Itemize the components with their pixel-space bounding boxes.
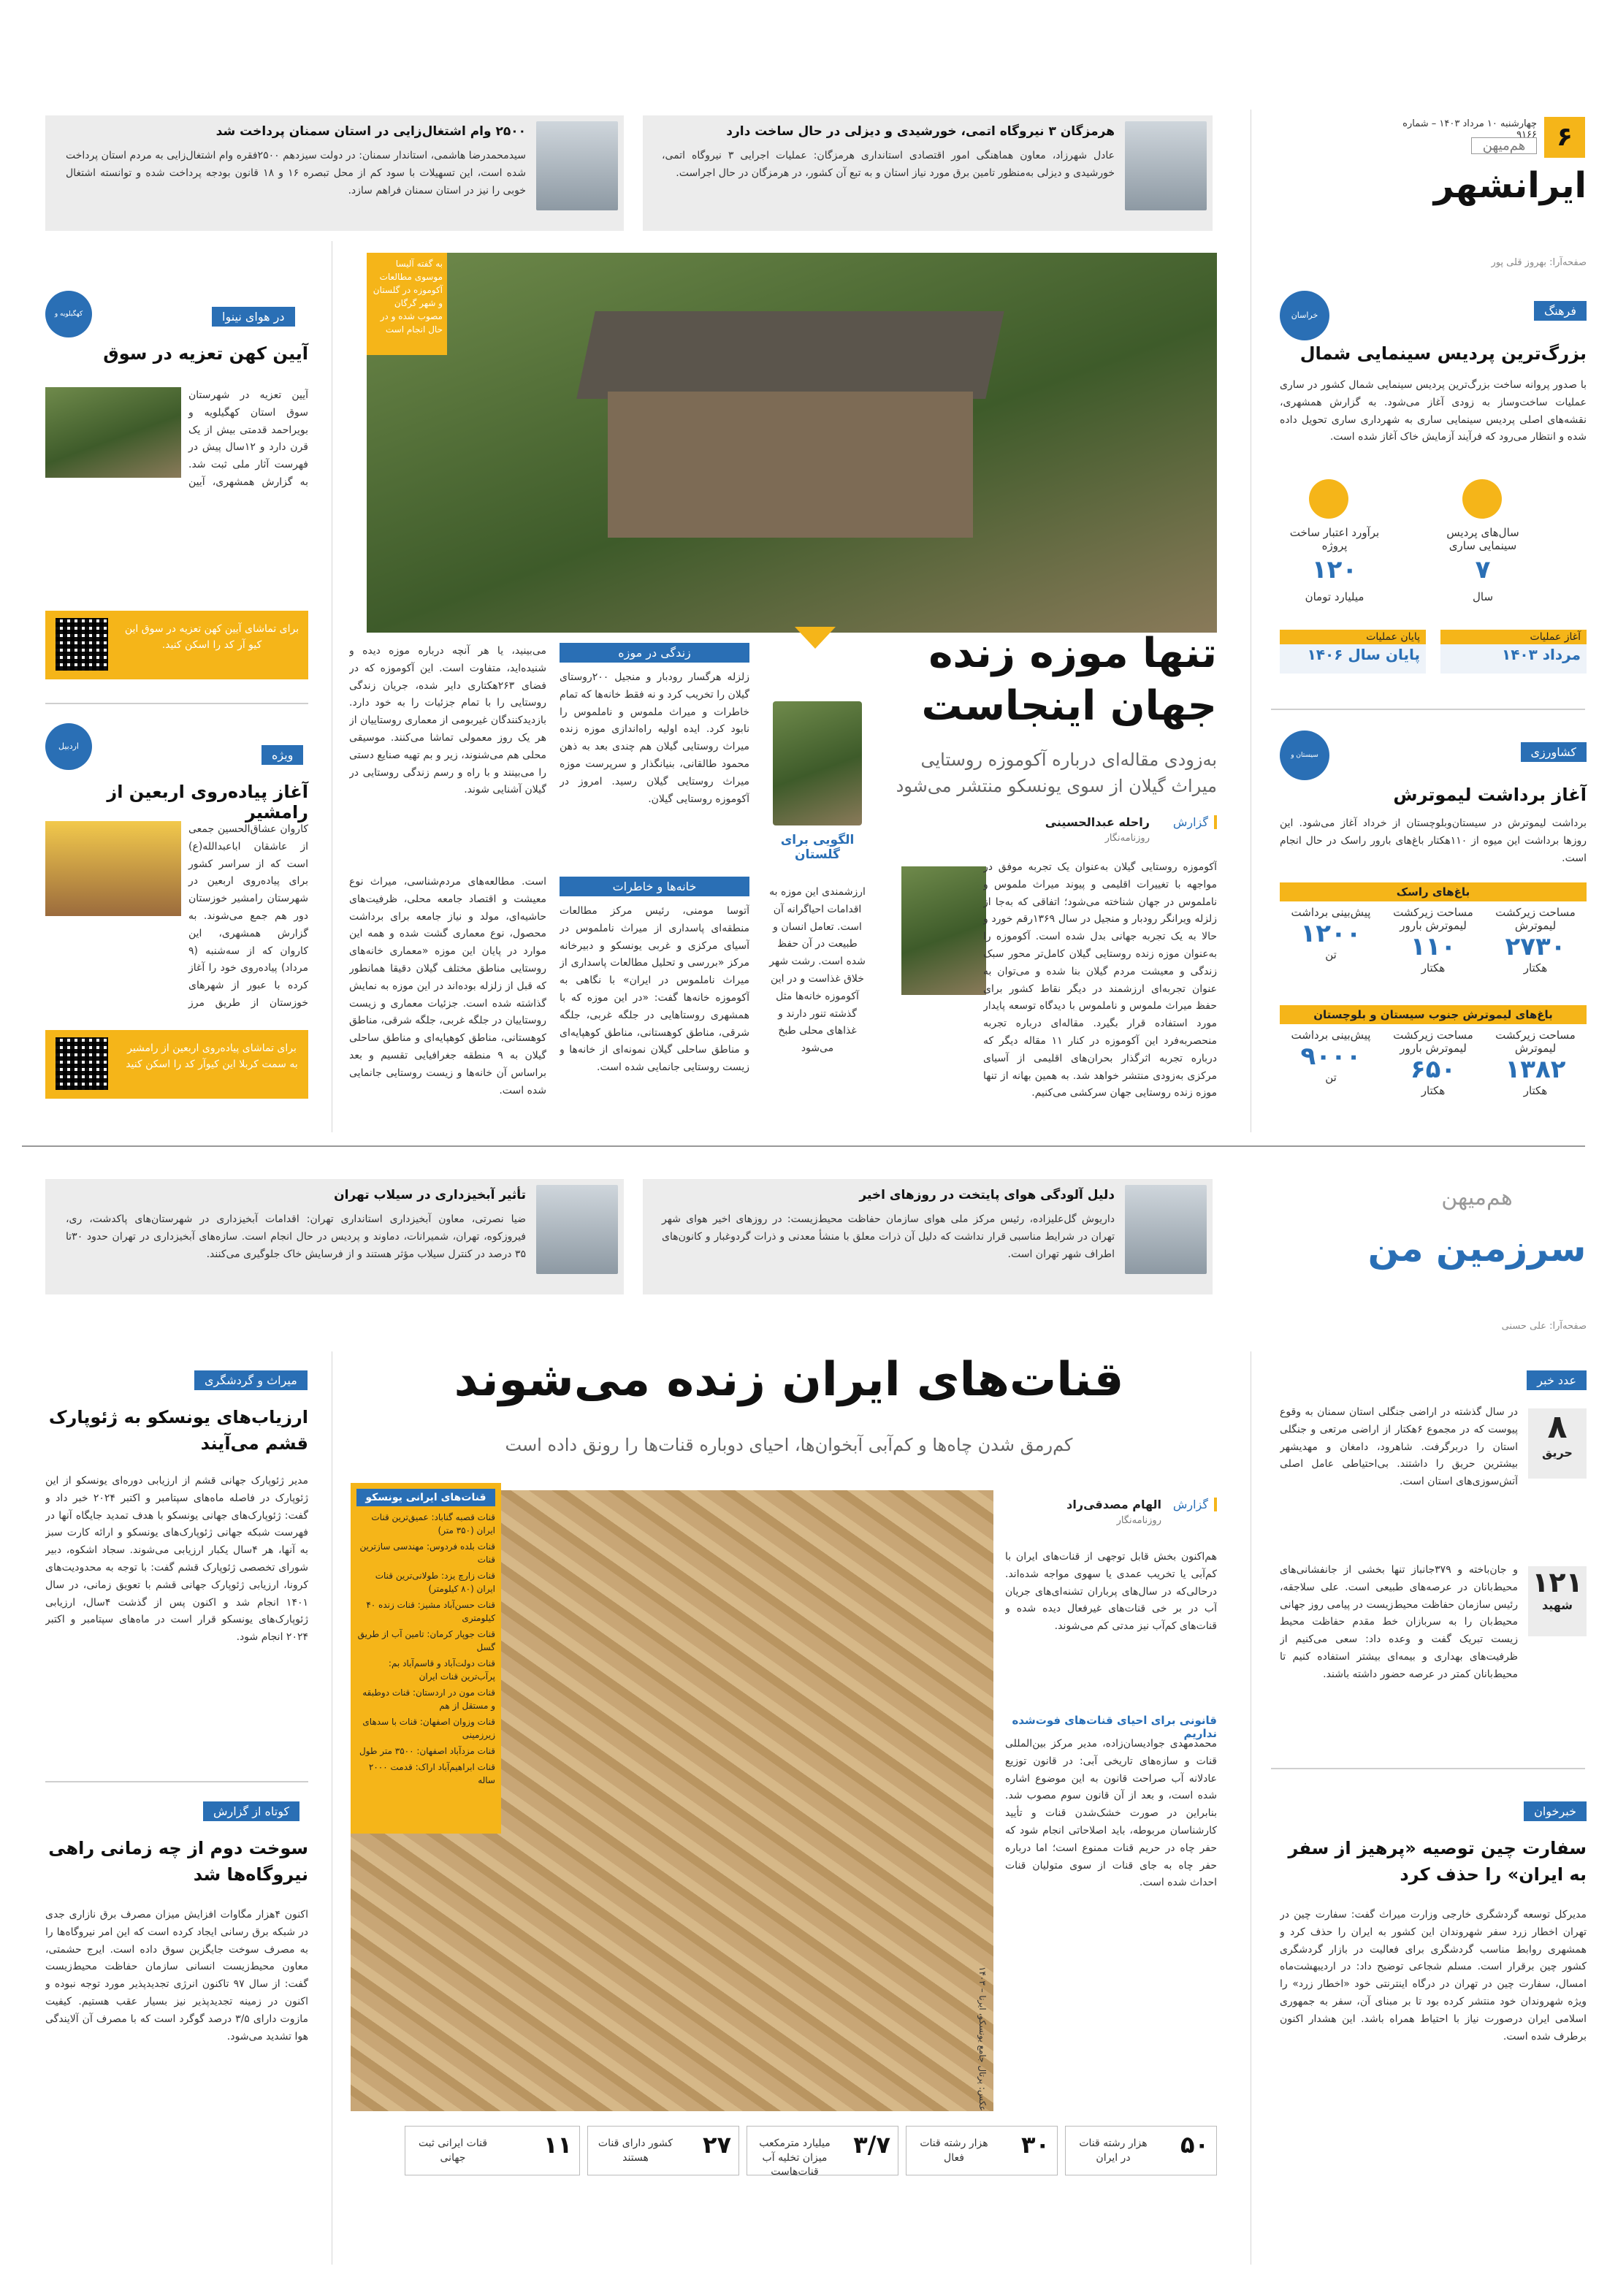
stat-card [405,2126,580,2175]
golestan-box-text: ارزشمندی این موزه به اقدامات احیاگرانه آن است. تعامل انسان و طبیعت در آن حفظ شده است. رشت شهر خلاق غذاست و در این آکوموزه خانه‌ها مثل گذشته تنور دارند و غذاهای محلی طبخ می‌شود [769,886,866,1055]
unesco-item: قنات قصبه گناباد: عمیق‌ترین قنات ایران (۳۵۰ متر) [371,1512,495,1536]
news-portrait [1125,121,1207,210]
stat-label: هزار رشته قنات فعال [920,2137,988,2164]
stat-label: کشور دارای قنات هستند [598,2137,673,2164]
agri-cell: پیش‌بینی برداشت ۱۲۰۰ تن [1291,906,1371,961]
start-box [1440,630,1587,674]
unesco-item: قنات ابراهیم‌آباد اراک: قدمت ۲۰۰۰ ساله [368,1762,495,1785]
section-tag-number: عدد خبر [1527,1370,1587,1390]
main-photo-wooden-house [367,253,1217,633]
news-box-air [643,1179,1213,1294]
stat-label: قنات ایرانی ثبت جهانی [418,2137,488,2164]
qr-code-icon[interactable] [56,1037,108,1090]
qanat-body-2: محمدمهدی جوادیسان‌زاده، مدیر مرکز بین‌المللی قنات و سازه‌های تاریخی آبی: در قانون توزیع عادلانه آب صراحت قانون به این موضوع اشاره شده است، و بعد از آن قانون سوم مصوب شد. بنابراین در صورت خشک‌شدن قنات و تأیید کارشناسان مربوطه، باید اصلاحاتی انجام شود که حفر چاه در حریم قنات ممنوع است؛ اما درباره حفر چاه به جای قنات از سوی متولیان قنات احداث شده است. [1005,1738,1217,1889]
arbaeen-text: کاروان عشاق‌الحسین جمعی از عاشقان اباعبدالله(ع) است که از سراسر کشور برای پیاده‌روی اربعین در شهرستان رامشیر خوزستان دور هم جمع می‌شوند. به گزارش همشهری، این کاروان که از سه‌شنبه (۹ مرداد) پیاده‌روی خود را آغاز کرده با عبور از شهرهای خوزستان از طریق مرز [188,823,308,1009]
stat-card [747,2126,898,2178]
agri-table-2-title: باغ‌های لیموترش جنوب سیستان و بلوچستان [1280,1005,1587,1024]
stat-card [1065,2126,1217,2175]
stat-value: ۱۲۰ [1311,555,1358,584]
qeshm-title: ارزیاب‌های یونسکو به ژئوپارک قشم می‌آیند [48,1407,308,1454]
taziyeh-qr-box [45,611,308,679]
main-body-2: زلزله هرگسار رودبار و منجیل ۲۰۰روستای گیلان را تخریب کرد و نه فقط خانه‌ها که تمام خاطرات و میراث ملموس و ناملموس را نابود کرد. ایده اولیه راه‌اندازی موزه زنده میراث روستایی گیلان هم چندی بعد به ذهن محمود طالقانی، بنیانگذار و سرپرست موزه میراث روستایی گیلان رسید. امروز در آکوموزه روستایی گیلان. [560,671,749,805]
date-line: چهارشنبه ۱۰ مرداد ۱۴۰۳ – شماره ۹۱۶۶ [1402,118,1537,140]
qr-code-icon[interactable] [56,618,108,671]
qanat-author-role: روزنامه‌نگار [1116,1515,1161,1526]
stat-card [587,2126,739,2175]
stat-value: ۲۷ [702,2131,731,2159]
news-box-hormozgan [643,115,1213,231]
main-title-line2: جهان اینجاست [921,682,1217,730]
qanat-kicker: گزارش [1173,1498,1217,1511]
stat-label: هزار رشته قنات در ایران [1079,2137,1148,2164]
main-subtitle: به‌زودی مقاله‌ای درباره آکوموزه روستایی میراث گیلان از سوی یونسکو منتشر می‌شود [896,750,1217,796]
news-title: دلیل آلودگی هوای پایتخت در روزهای اخیر [859,1188,1115,1202]
brief-number: ۱۲۱ [1532,1566,1583,1598]
agri-cell: مساحت زیرکشت لیموترش ۱۳۸۲ هکتار [1495,1029,1576,1097]
agri-table-1 [1280,906,1587,1001]
stat-value: ۵۰ [1180,2131,1209,2159]
brief-number-box [1528,1566,1587,1636]
page-number: ۶ [1544,117,1585,158]
editor-credit-bottom: صفحه‌آرا: علی حسنی [1501,1321,1587,1332]
section-tag-special: ویژه [262,745,303,765]
stat-unit: سال [1472,590,1494,603]
news-text: عادل شهرزاد، معاون هماهنگی امور اقتصادی استانداری هرمزگان: عملیات اجرایی ۳ نیروگاه اتمی، خورشیدی و دیزلی به‌منظور تامین برق مورد نیاز استان و به تبع آن کشور، در هرمزگان در حال اجراست. [662,150,1115,179]
brand-logo-bottom: سرزمین من [1367,1227,1587,1270]
news-text: داریوش گل‌علیزاده، رئیس مرکز ملی هوای سازمان حفاظت محیط‌زیست: در روزهای اخیر هوای شهر تهران در شرایط مناسبی قرار نداشت که دلیل آن ذرات معلق با منشأ معدنی و ذرات گردوغبار و کانون‌های اطراف شهر تهران است. [662,1213,1115,1260]
cinema-icon [1462,479,1502,519]
unesco-item: قنات بلده فردوس: مهندسی سازترین قنات [359,1541,495,1565]
section-tag-short: کوتاه از گزارش [203,1801,299,1821]
brief-number-label: حریق [1542,1446,1573,1460]
unesco-item: قنات مزدآباد اصفهان: ۳۵۰۰ متر طول [359,1746,495,1756]
brand-stamp: هم‌میهن [1471,137,1537,154]
section-tag-culture: فرهنگ [1534,301,1587,321]
photo-caption-box: به گفته آلیسا موسوی مطالعات آکوموزه در گلستان و شهر گرگان مصوب شده و در حال انجام است [367,253,447,355]
province-badge: سیستان و بلوچستان [1280,731,1329,780]
unesco-item: قنات زارچ یزد: طولانی‌ترین قنات ایران (۸۰ کیلومتر) [375,1571,495,1594]
main-author: راحله عبدالحسینی [1045,815,1150,829]
brief-text: در سال گذشته در اراضی جنگلی استان سمنان به وقوع پیوست که در مجموع ۶هکتار از اراضی مرتعی و جنگلی استان را دربرگرفت. شاهرود، دامغان و مهدیشهر بیشترین حریق را داشتند. بی‌احتیاطی عامل اصلی آتش‌سوزی‌های استان است. [1280,1406,1518,1488]
news-box-flood [45,1179,624,1294]
agri-cell: مساحت زیرکشت لیموترش بارور ۱۱۰ هکتار [1393,906,1473,975]
end-label: پایان عملیات [1280,630,1426,644]
culture-text: با صدور پروانه ساخت بزرگ‌ترین پردیس سینمایی شمال کشور در ساری عملیات ساخت‌وساز به زودی آغاز می‌شود. به گزارش همشهری، نقشه‌های اصلی پردیس سینمایی ساری به شهرداری ساری تحویل داده شده و انتظار می‌رود که فرآیند آزمایش خاک آغاز شده است. [1280,379,1587,443]
news-text: سیدمحمدرضا هاشمی، استاندار سمنان: در دولت سیزدهم ۲۵۰۰فقره وام اشتغال‌زایی به مردم استان پرداخت شده است، این تسهیلات با سود کم از محل تبصره ۱۶ و ۱۸ قانون بودجه پرداخت شده و توانسته اشتغال خوبی را نیز در استان سمنان فراهم سازد. [66,150,526,197]
china-text: مدیرکل توسعه گردشگری خارجی وزارت میراث گفت: سفارت چین در تهران اخطار زرد سفر شهروندان این کشور به ایران را حذف کرد و همشهری روابط مناسب گردشگری برای فعالیت در بازار گردشگری کشور چین برقرار است. مسلم شجاعی توضیح داد: در اردیبهشت‌ماه امسال، سفارت چین در تهران در درگاه اینترنتی خود «اخطار زرد» را ویژه شهروندان خود منتشر کرده بود تا بر مبنای آن، سفر به جمهوری اسلامی ایران درصورت نیاز با احتیاط همراه باشد. این هشدار اکنون برطرف شده است. [1280,1909,1587,2043]
agri-cell: مساحت زیرکشت لیموترش بارور ۶۵۰ هکتار [1393,1029,1473,1097]
unesco-item: قنات جوپار کرمان: تامین آب از طریق گسل [357,1629,495,1652]
unesco-item: قنات حسن‌آباد مشیز: قنات زنده ۴۰ کیلومتری [366,1600,495,1623]
start-label: آغاز عملیات [1440,630,1587,644]
news-title: ۲۵۰۰ وام اشتغال‌زایی در استان سمنان پرداخت شد [215,124,526,139]
stat-label: سال‌های پردیس سینمایی ساری [1446,526,1519,552]
main-body-3: آتوسا مومنی، رئیس مرکز مطالعات منطقه‌ای پاسداری از میراث ناملموس در آسیای مرکزی و غربی یونسکو و دبیرخانه مرکز «بررسی و تحلیل مطالعات پاسداری از میراث ناملموس در ایران» با نگاهی به آکوموزه خانه‌ها گفت: «در این موزه که با همشهری روستاهایی در جلگه غربی، جلگه شرقی، مناطق کوهستانی، مناطق کوهپایه‌ای و مناطق ساحلی گیلان نمونه‌ای از خانه‌ها و زیست روستایی جانمایی شده است. [560,905,749,1074]
stat-label: برآورد اعتبار ساخت پروژه [1289,526,1380,552]
news-text: ضیا نصرتی، معاون آبخیزداری استانداری تهران: اقدامات آبخیزداری در شهرستان‌های پاکدشت، ری، فیروزکوه، تهران، شمیرانات، دماوند و پردیس در حال انجام است. سازه‌های آبخیزداری در تهران حدود ۳۰تا ۳۵ درصد در کنترل سیلاب مؤثر هستند و از فرسایش خاک جلوگیری می‌کنند. [66,1213,526,1260]
agri-title: آغاز برداشت لیموترش [1393,785,1587,805]
qr-text: برای تماشای آیین کهن تعزیه در سوق این کیو آر کد را اسکن کنید. [124,623,299,652]
start-value: مرداد ۱۴۰۳ [1502,646,1581,663]
qanat-body-1: هم‌اکنون بخش قابل توجهی از قنات‌های ایران با کم‌آبی یا تخریب عمدی یا سهوی مواجه شده‌اند. درحالی‌که در سال‌های پرباران تشنه‌ای‌های جریان آب در بر خی قنات‌های غیرفعال دیده شده و قنات‌های کم‌آب نیز مدتی کم می‌شوند. [1005,1551,1217,1633]
stat-value: ۳۰ [1020,2131,1050,2159]
agri-cell: مساحت زیرکشت لیموترش ۲۷۳۰ هکتار [1495,906,1576,975]
news-title: تأثیر آبخیزداری در سیلاب تهران [334,1188,526,1202]
unesco-item: قنات وزوان اصفهان: قنات با سدهای زیرزمینی [362,1717,495,1740]
end-value: پایان سال ۱۴۰۶ [1307,646,1420,663]
qeshm-text: مدیر ژئوپارک جهانی قشم از ارزیابی دوره‌ای یونسکو از این ژئوپارک در فاصله ماه‌های سپتامبر و اکتبر ۲۰۲۴ خبر داد و گفت: ژئوپارک‌های جهانی یونسکو با هدف تمدید جایگاه آنها در فهرست شبکه جهانی ژئوپارک‌های یونسکو و ارائه کارت سبز به آنها، هر ۴سال یکبار ارزیابی می‌شوند. سجاد اشکوه، دبیر شورای تخصصی ژئوپارک قشم گفت: با توجه به محدودیت‌های کرونا، ارزیابی ژئوپارک جهانی قشم با تعویق زمانی، در سال ۱۴۰۱ انجام شد و اکنون پس از گذشت ۴سال، ارزیابی ژئوپارک‌های یونسکو قرار است در ماه‌های سپتامبر و اکتبر ۲۰۲۴ انجام شود. [45,1475,308,1644]
taziyeh-title: آیین کهن تعزیه در سوق [103,343,308,364]
section-tag-ninava: در هوای نینوا [212,307,295,327]
fuel-text: اکنون ۴هزار مگاوات افزایش میزان مصرف برق نازاری جدی در شبکه برق رسانی ایجاد کرده است که این امر نیروگاه‌ها را به مصرف سوخت جایگزین سوق داده است. ایرج حشمتی، معاون محیط‌زیست انسانی سازمان حفاظت محیط‌زیست گفت: از سال ۹۷ تاکنون انرژی تجدیدپذیر مورد توجه نبوده و اکنون در زمینه تجدیدپذیر نیز بسیار عقب هستیم. کیفیت مازوت دارای ۳/۵ درصد گوگرد است که با مصرف آن آلایندگی هوا تشدید می‌شود. [45,1909,308,2043]
main-body-1: آکوموزه روستایی گیلان به‌عنوان یک تجربه موفق در مواجهه با تغییرات اقلیمی و پیوند میراث ملموس و ناملموس در جهان شناخته می‌شود؛ اتفاقی که به‌جا از زلزله ویرانگر رودبار و منجیل در سال ۱۳۶۹رقم خورد و حالا به یک تجربه جهانی بدل شده است. آکوموزه را به‌عنوان موزه زنده روستایی گیلان کامل‌تر محور سبک زندگی و معیشت مردم گیلان بنا شده و می‌توان به عنوان تجربه‌ای ارزشمند در دیگر نقاط کشور برای حفظ میراث ملموس و ناملموس با دیدگاه توسعه پایدار مورد استفاده قرار بگیرد. مقاله‌ای درباره تجربه منحصربه‌فرد این آکوموزه در کنار ۱۱ مقاله دیگر که درباره تجربه‌ اثرگذار بحران‌های اقلیمی از آسیای مرکزی به‌زودی منتشر خواهد شد. به همین بهانه از تنها موزه زنده روستایی جهان سرکشی می‌کنیم. [983,861,1217,1099]
brand-logo: ایرانشهر [1433,165,1587,206]
news-portrait [536,1185,618,1274]
brief-number: ۸ [1547,1408,1568,1446]
main-body-4: می‌بینید، یا هر آنچه درباره موزه دیده و شنیده‌اید، متفاوت است. این آکوموزه که در فضای ۲۶۳هکتاری دایر شده، جریان زندگی روستایی را با تمام جزئیات را به خود دارد. بازدیدکنندگان غیربومی از معماری روستاییان از هر یک روز معمولی تماشا می‌کنند. موسیقی محلی هم می‌شنوند، زیر و بم تهیه صنایع دستی را می‌بینند و با راه و رسم زندگی روستایی در گیلان آشنایی شوند. [349,645,546,796]
unesco-box-title: قنات‌های ایرانی یونسکو [356,1489,495,1506]
news-portrait [536,121,618,210]
qanat-subtitle: کم‌رمق شدن چاه‌ها و کم‌آبی آبخوان‌ها، احیای دوباره قنات‌ها را رونق داده است [505,1435,1073,1455]
stat-card [906,2126,1058,2175]
news-portrait [1125,1185,1207,1274]
brief-number-box [1528,1408,1587,1479]
agri-table-2 [1280,1029,1587,1124]
unesco-item: قنات دولت‌آباد و قاسم‌آباد بم: پرآب‌ترین قنات ایران [388,1658,495,1682]
unesco-box [351,1483,501,1834]
stat-value: ۷ [1475,555,1491,584]
house-wall [608,392,973,538]
culture-title: بزرگ‌ترین پردیس سینمایی شمال [1299,343,1587,364]
house-roof [576,311,1004,399]
taziyeh-text: آیین تعزیه در شهرستان سوق استان کهگیلویه و بویراحمد قدمتی بیش از یک قرن دارد و ۱۲سال پیش در فهرست آثار ملی ثبت شد. به گزارش همشهری، آیین [188,389,308,488]
stat-label: میلیارد مترمکعب میزان تخلیه آب قنات‌هاست [759,2137,831,2178]
agri-table-1-title: باغ‌های راسک [1280,882,1587,901]
main-body-5: است. مطالعه‌های مردم‌شناسی، میراث نوع معیشت و اقتصاد جامعه محلی، ظرفیت‌های حاشیه‌ای، مولد و نیاز جامعه برای برداشت محصول، نوع معماری گشت شده و همه این موارد در پایان این موزه «معماری خانه‌های روستایی مناطق مختلف گیلان دقیقا همانطور که قبل از زلزله بوده‌اند در این موزه به نمایش گذاشته شده است. جزئیات معماری و زیست روستاییان در جلگه غربی، جلگه شرقی، مناطق کوهستانی، مناطق کوهپایه‌ای و مناطق ساحلی گیلان به ۹ منطقه جغرافیایی تقسیم و بعد براساس آن خانه‌ها و زیست روستایی جانمایی شده است. [349,876,546,1096]
unesco-item: قنات مون در اردستان: قنات دوطبقه و مستقل از هم [362,1687,495,1711]
section-tag-heritage: میراث و گردشگری [194,1370,308,1390]
arbaeen-title: آغاز پیاده‌روی اربعین از رامشیر [107,782,308,823]
stat-value: ۱۱ [543,2131,572,2159]
agri-text: برداشت لیموترش در سیستان‌وبلوچستان از خرداد آغاز می‌شود. این روزها برداشت این میوه از ۱۱۰هکتار باغ‌های بارور راسک در حال انجام است. [1280,817,1587,864]
province-badge: کهگیلویه و بویراحمد [45,291,92,337]
china-title: سفارت چین توصیه «پرهیز از سفر به ایران» را حذف کرد [1288,1838,1587,1885]
section-head-houses: خانه‌ها و خاطرات [560,877,749,896]
province-badge: خراسان [1280,291,1329,340]
section-head-life: زندگی در موزه [560,643,749,663]
agri-cell: پیش‌بینی برداشت ۹۰۰۰ تن [1291,1029,1371,1084]
qr-text: برای تماشای پیاده‌روی اربعین از رامشیر به سمت کربلا این کیوآر کد را اسکن کنید [126,1042,298,1071]
qanat-author: الهام مصدقی‌راد [1066,1498,1161,1511]
province-badge: اردبیل [45,723,92,770]
main-title-line1: تنها موزه زنده [928,630,1217,677]
taziyeh-text-cont [45,489,308,599]
page-divider [22,1145,1585,1147]
brand-stamp-bottom: هم‌میهن [1441,1185,1513,1210]
arbaeen-qr-box [45,1030,308,1099]
money-icon [1309,479,1348,519]
qanat-subhead: قانونی برای احیای قنات‌های فوت‌شده نداریم [1012,1714,1217,1740]
stat-unit: میلیارد تومان [1305,590,1364,603]
fuel-title: سوخت دوم از چه زمانی راهی نیروگاه‌ها شد [48,1838,308,1885]
end-box [1280,630,1426,674]
qanat-title: قنات‌های ایران زنده می‌شوند [454,1353,1124,1407]
main-author-role: روزنامه‌نگار [1104,833,1150,844]
tower-photo [773,701,862,825]
brief-text: و جان‌باخته و ۳۷۹جانباز تنها بخشی از جانفشانی‌های محیط‌بانان در عرصه‌های طبیعی است. علی سلاجقه، رئیس سازمان حفاظت محیط‌زیست در پیامی روز جهانی محیط‌بان را به سربازان خط مقدم حفاظت محیط زیست تبریک گفت و وعده داد: سعی می‌کنیم از ظرفیت‌های بهداری و بیمه‌ای بیشتر استفاده کنیم تا محیط‌بانان کمتر در عرصه حضور داشته باشند. [1280,1564,1518,1680]
editor-credit: صفحه‌آرا: بهروز قلی پور [1491,257,1587,268]
brief-number-label: شهید [1541,1598,1573,1612]
main-kicker: گزارش [1173,815,1217,829]
woman-photo [901,866,986,995]
chevron-down-icon [795,627,836,649]
photo-credit: عکس: پرتال جامع یونسکو، ایرنا – ۱۴۰۳ [977,1967,988,2111]
section-tag-agri: کشاورزی [1521,742,1587,762]
golestan-box-title: الگویی برای گلستان [780,833,855,862]
news-title: هرمزگان ۳ نیروگاه اتمی، خورشیدی و دیزلی در حال ساخت دارد [726,124,1115,139]
news-box-semnan [45,115,624,231]
stat-value: ۳/۷ [853,2131,890,2159]
section-tag-newsreader: خبرخوان [1524,1801,1587,1821]
